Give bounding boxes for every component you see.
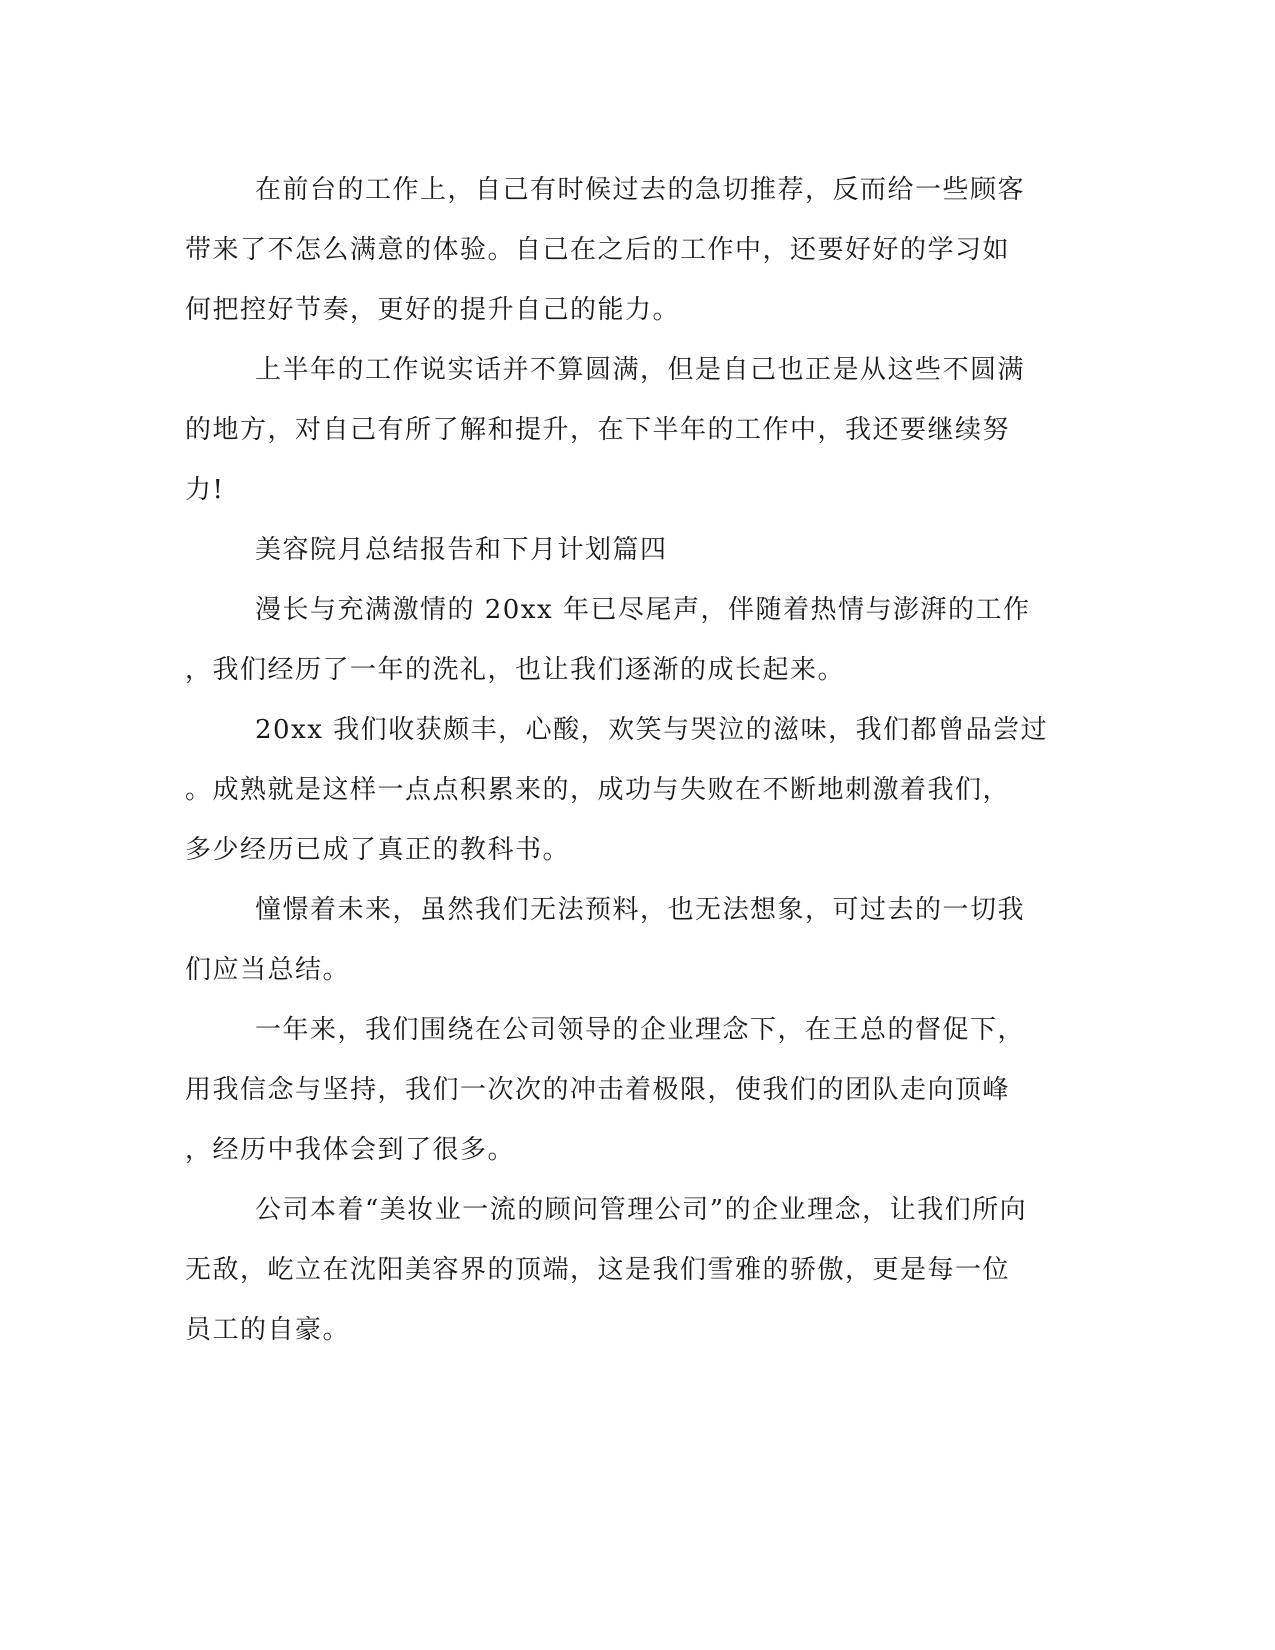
text-line: 一年来，我们围绕在公司领导的企业理念下，在王总的督促下， (255, 1015, 1026, 1045)
text-line: 多少经历已成了真正的教科书。 (185, 835, 571, 865)
text-line: 在前台的工作上，自己有时候过去的急切推荐，反而给一些顾客 (255, 175, 1026, 205)
text-line: 何把控好节奏，更好的提升自己的能力。 (185, 295, 681, 325)
section-heading: 美容院月总结报告和下月计划篇四 (255, 535, 668, 565)
text-line: 公司本着“美妆业一流的顾问管理公司”的企业理念，让我们所向 (255, 1195, 1028, 1225)
text-line: 上半年的工作说实话并不算圆满，但是自己也正是从这些不圆满 (255, 355, 1026, 385)
text-line: 用我信念与坚持，我们一次次的冲击着极限，使我们的团队走向顶峰 (185, 1075, 1011, 1105)
text-line: 力! (185, 475, 225, 505)
text-line: 。成熟就是这样一点点积累来的，成功与失败在不断地刺激着我们， (185, 775, 1011, 805)
text-line: 带来了不怎么满意的体验。自己在之后的工作中，还要好好的学习如 (185, 235, 1011, 265)
text-line: ，我们经历了一年的洗礼，也让我们逐渐的成长起来。 (185, 655, 846, 685)
text-line: 们应当总结。 (185, 955, 351, 985)
text-line: ，经历中我体会到了很多。 (185, 1135, 516, 1165)
text-line: 憧憬着未来，虽然我们无法预料，也无法想象，可过去的一切我 (255, 895, 1026, 925)
text-line: 漫长与充满激情的 20xx 年已尽尾声，伴随着热情与澎湃的工作 (255, 595, 1031, 625)
text-line: 的地方，对自己有所了解和提升，在下半年的工作中，我还要继续努 (185, 415, 1011, 445)
text-line: 员工的自豪。 (185, 1315, 351, 1345)
text-line: 20xx 我们收获颇丰，心酸，欢笑与哭泣的滋味，我们都曾品尝过 (255, 715, 1049, 745)
document-body (185, 160, 1075, 1360)
text-line: 无敌，屹立在沈阳美容界的顶端，这是我们雪雅的骄傲，更是每一位 (185, 1255, 1011, 1285)
